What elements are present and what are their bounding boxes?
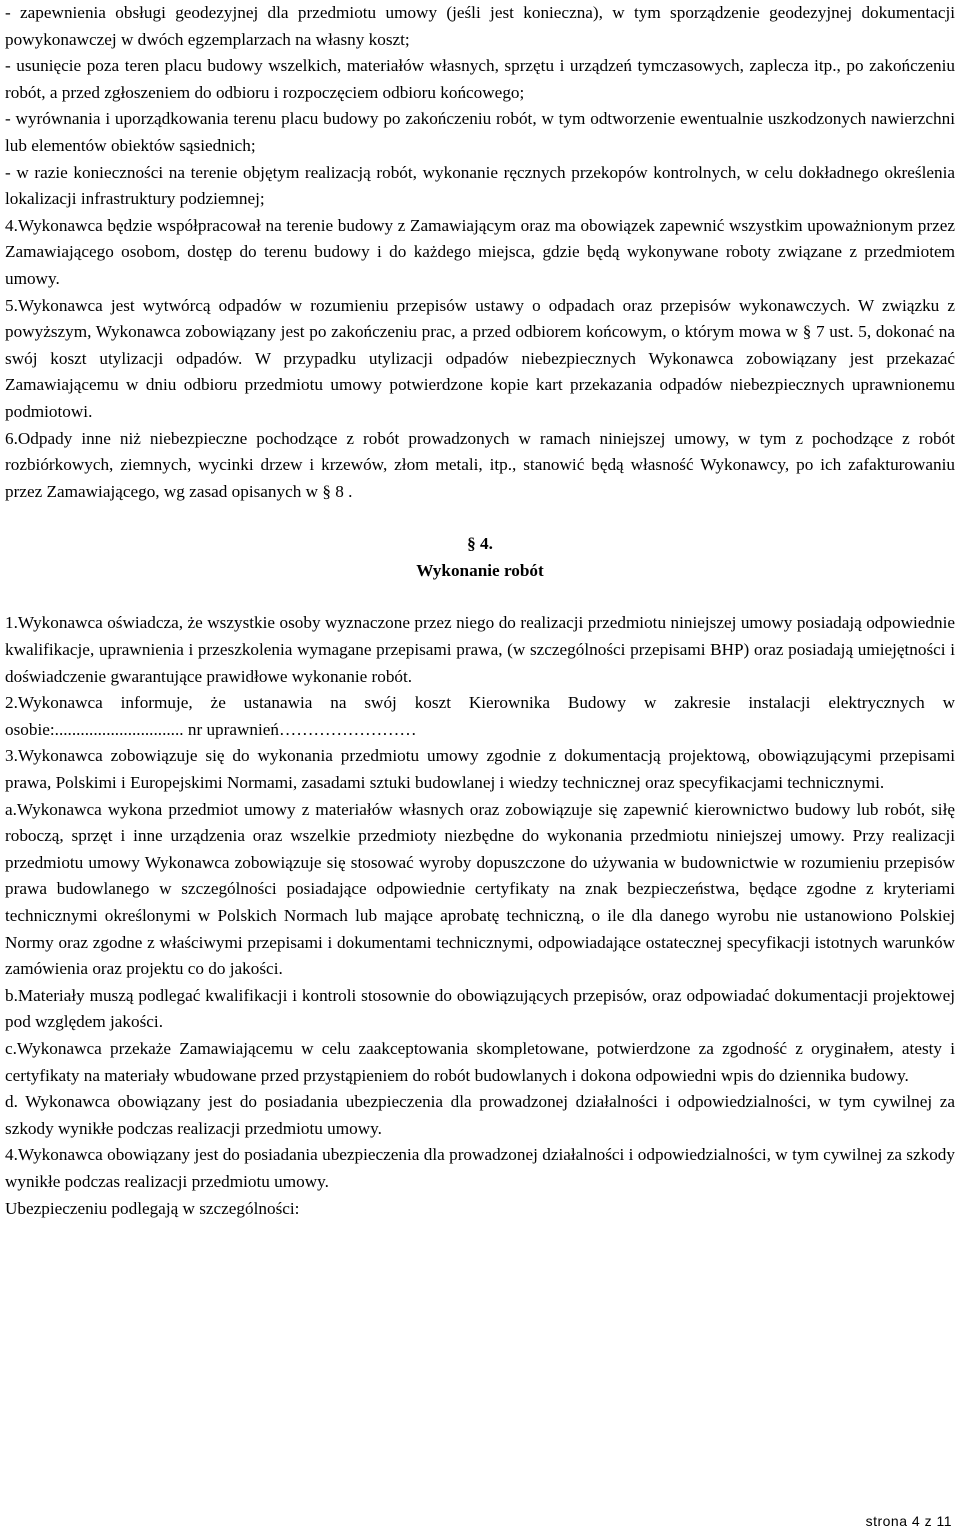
paragraph-other-waste: 6.Odpady inne niż niebezpieczne pochodzące z robót prowadzonych w ramach niniejszej umowy, w tym z pochodzące z robót rozbiórkowych, ziemnych, wycinki drzew i krzewów, złom metali, itp., stanowić będą własność Wykonawcy, po ich zafakturowaniu przez Zamawiającego, wg zasad opisanych w § 8 . — [5, 428, 955, 501]
paragraph-control-trenches: - w razie konieczności na terenie objętym realizacją robót, wykonanie ręcznych przekopów kontrolnych, w celu dokładnego określenia lokalizacji infrastruktury podziemnej; — [5, 162, 955, 209]
paragraph-site-clearing: - usunięcie poza teren placu budowy wszelkich, materiałów własnych, sprzętu i urządzeń tymczasowych, zaplecza itp., po zakończeniu robót, a przed zgłoszeniem do odbioru i rozpoczęciem odbioru końcowego; — [5, 56, 955, 102]
paragraph-materials-control: b.Materiały muszą podlegać kwalifikacji i kontroli stosownie do obowiązujących przepisów, oraz odpowiadać dokumentacji projektowej pod względem jakości. — [5, 985, 955, 1032]
paragraph-qualifications: 1.Wykonawca oświadcza, że wszystkie osoby wyznaczone przez niego do realizacji przedmiotu niniejszej umowy posiadają odpowiednie kwalifikacje, uprawnienia i przeszkolenia wymagane przepisami prawa, (w szczególności przepisami BHP) oraz posiadają umiejętności i doświadczenie gwarantujące prawidłowe wykonanie robót. — [5, 613, 955, 686]
page-number-footer: strona 4 z 11 — [865, 1513, 952, 1529]
paragraph-certificates: c.Wykonawca przekaże Zamawiającemu w celu zaakceptowania skompletowane, potwierdzone za zgodność z oryginałem, atesty i certyfikaty na materiały wbudowane przed przystąpieniem do robót budowlanych i dokona odpowiedni wpis do dziennika budowy. — [5, 1038, 955, 1085]
paragraph-site-leveling: - wyrównania i uporządkowania terenu placu budowy po zakończeniu robót, w tym odtworzenie ewentualnie uszkodzonych nawierzchni lub elementów obiektów sąsiednich; — [5, 109, 955, 155]
paragraph-compliance: 3.Wykonawca zobowiązuje się do wykonania przedmiotu umowy zgodnie z dokumentacją projektową, obowiązującymi przepisami prawa, Polskimi i Europejskimi Normami, zasadami sztuki budowlanej i wiedzy technicznej oraz specyfikacjami technicznymi. — [5, 746, 955, 793]
section-number: § 4. — [467, 534, 493, 554]
paragraph-insurance-d: d. Wykonawca obowiązany jest do posiadania ubezpieczenia dla prowadzonej działalności i odpowiedzialności, w tym cywilnej za szkody wynikłe podczas realizacji przedmiotu umowy. — [5, 1092, 955, 1138]
document-page — [5, 0, 955, 1222]
paragraph-cooperation: 4.Wykonawca będzie współpracował na terenie budowy z Zamawiającym oraz ma obowiązek zapewnić wszystkim upoważnionym przez Zamawiającego osobom, dostęp do terenu budowy i do każdego miejsca, gdzie będą wykonywane roboty związane z przedmiotem umowy. — [5, 215, 955, 288]
paragraph-insurance-4: 4.Wykonawca obowiązany jest do posiadania ubezpieczenia dla prowadzonej działalności i odpowiedzialności, w tym cywilnej za szkody wynikłe podczas realizacji przedmiotu umowy. — [5, 1145, 955, 1191]
paragraph-geodesy: - zapewnienia obsługi geodezyjnej dla przedmiotu umowy (jeśli jest konieczna), w tym sporządzenie geodezyjnej dokumentacji powykonawczej w dwóch egzemplarzach na własny koszt; — [5, 3, 955, 49]
paragraph-waste-producer: 5.Wykonawca jest wytwórcą odpadów w rozumieniu przepisów ustawy o odpadach oraz przepisów wykonawczych. W związku z powyższym, Wykonawca zobowiązany jest po zakończeniu prac, a przed odbiorem końcowym, o którym mowa w § 7 ust. 5, dokonać na swój koszt utylizacji odpadów. W przypadku utylizacji odpadów niebezpiecznych Wykonawca zobowiązany jest przekazać Zamawiającemu w dniu odbioru przedmiotu umowy potwierdzone kopie kart przekazania odpadów niebezpiecznych uprawnionemu podmiotowi. — [5, 295, 955, 421]
section-title: Wykonanie robót — [416, 560, 544, 580]
paragraph-insurance-scope: Ubezpieczeniu podlegają w szczególności: — [5, 1198, 300, 1218]
paragraph-site-manager: 2.Wykonawca informuje, że ustanawia na swój koszt Kierownika Budowy w zakresie instalacji elektrycznych w osobie:.............................. nr uprawnień…………………… — [5, 693, 955, 739]
paragraph-materials-own: a.Wykonawca wykona przedmiot umowy z materiałów własnych oraz zobowiązuje się zapewnić kierownictwo budowy lub robót, siłę roboczą, sprzęt i inne urządzenia oraz wszelkie przedmioty niezbędne do wykonania przedmiotu niniejszej umowy. Przy realizacji przedmiotu umowy Wykonawca zobowiązuje się stosować wyroby dopuszczone do używania w budownictwie w rozumieniu przepisów prawa budowlanego w szczególności posiadające odpowiednie certyfikaty na znak bezpieczeństwa, będące zgodne z kryteriami technicznymi określonymi w Polskich Normach lub mające aprobatę techniczną, o ile dla danego wyrobu nie ustanowiono Polskiej Normy oraz zgodne z właściwymi przepisami i dokumentami technicznymi, odpowiadające ostatecznej specyfikacji istotnych warunków zamówienia oraz projektu co do jakości. — [5, 799, 955, 979]
